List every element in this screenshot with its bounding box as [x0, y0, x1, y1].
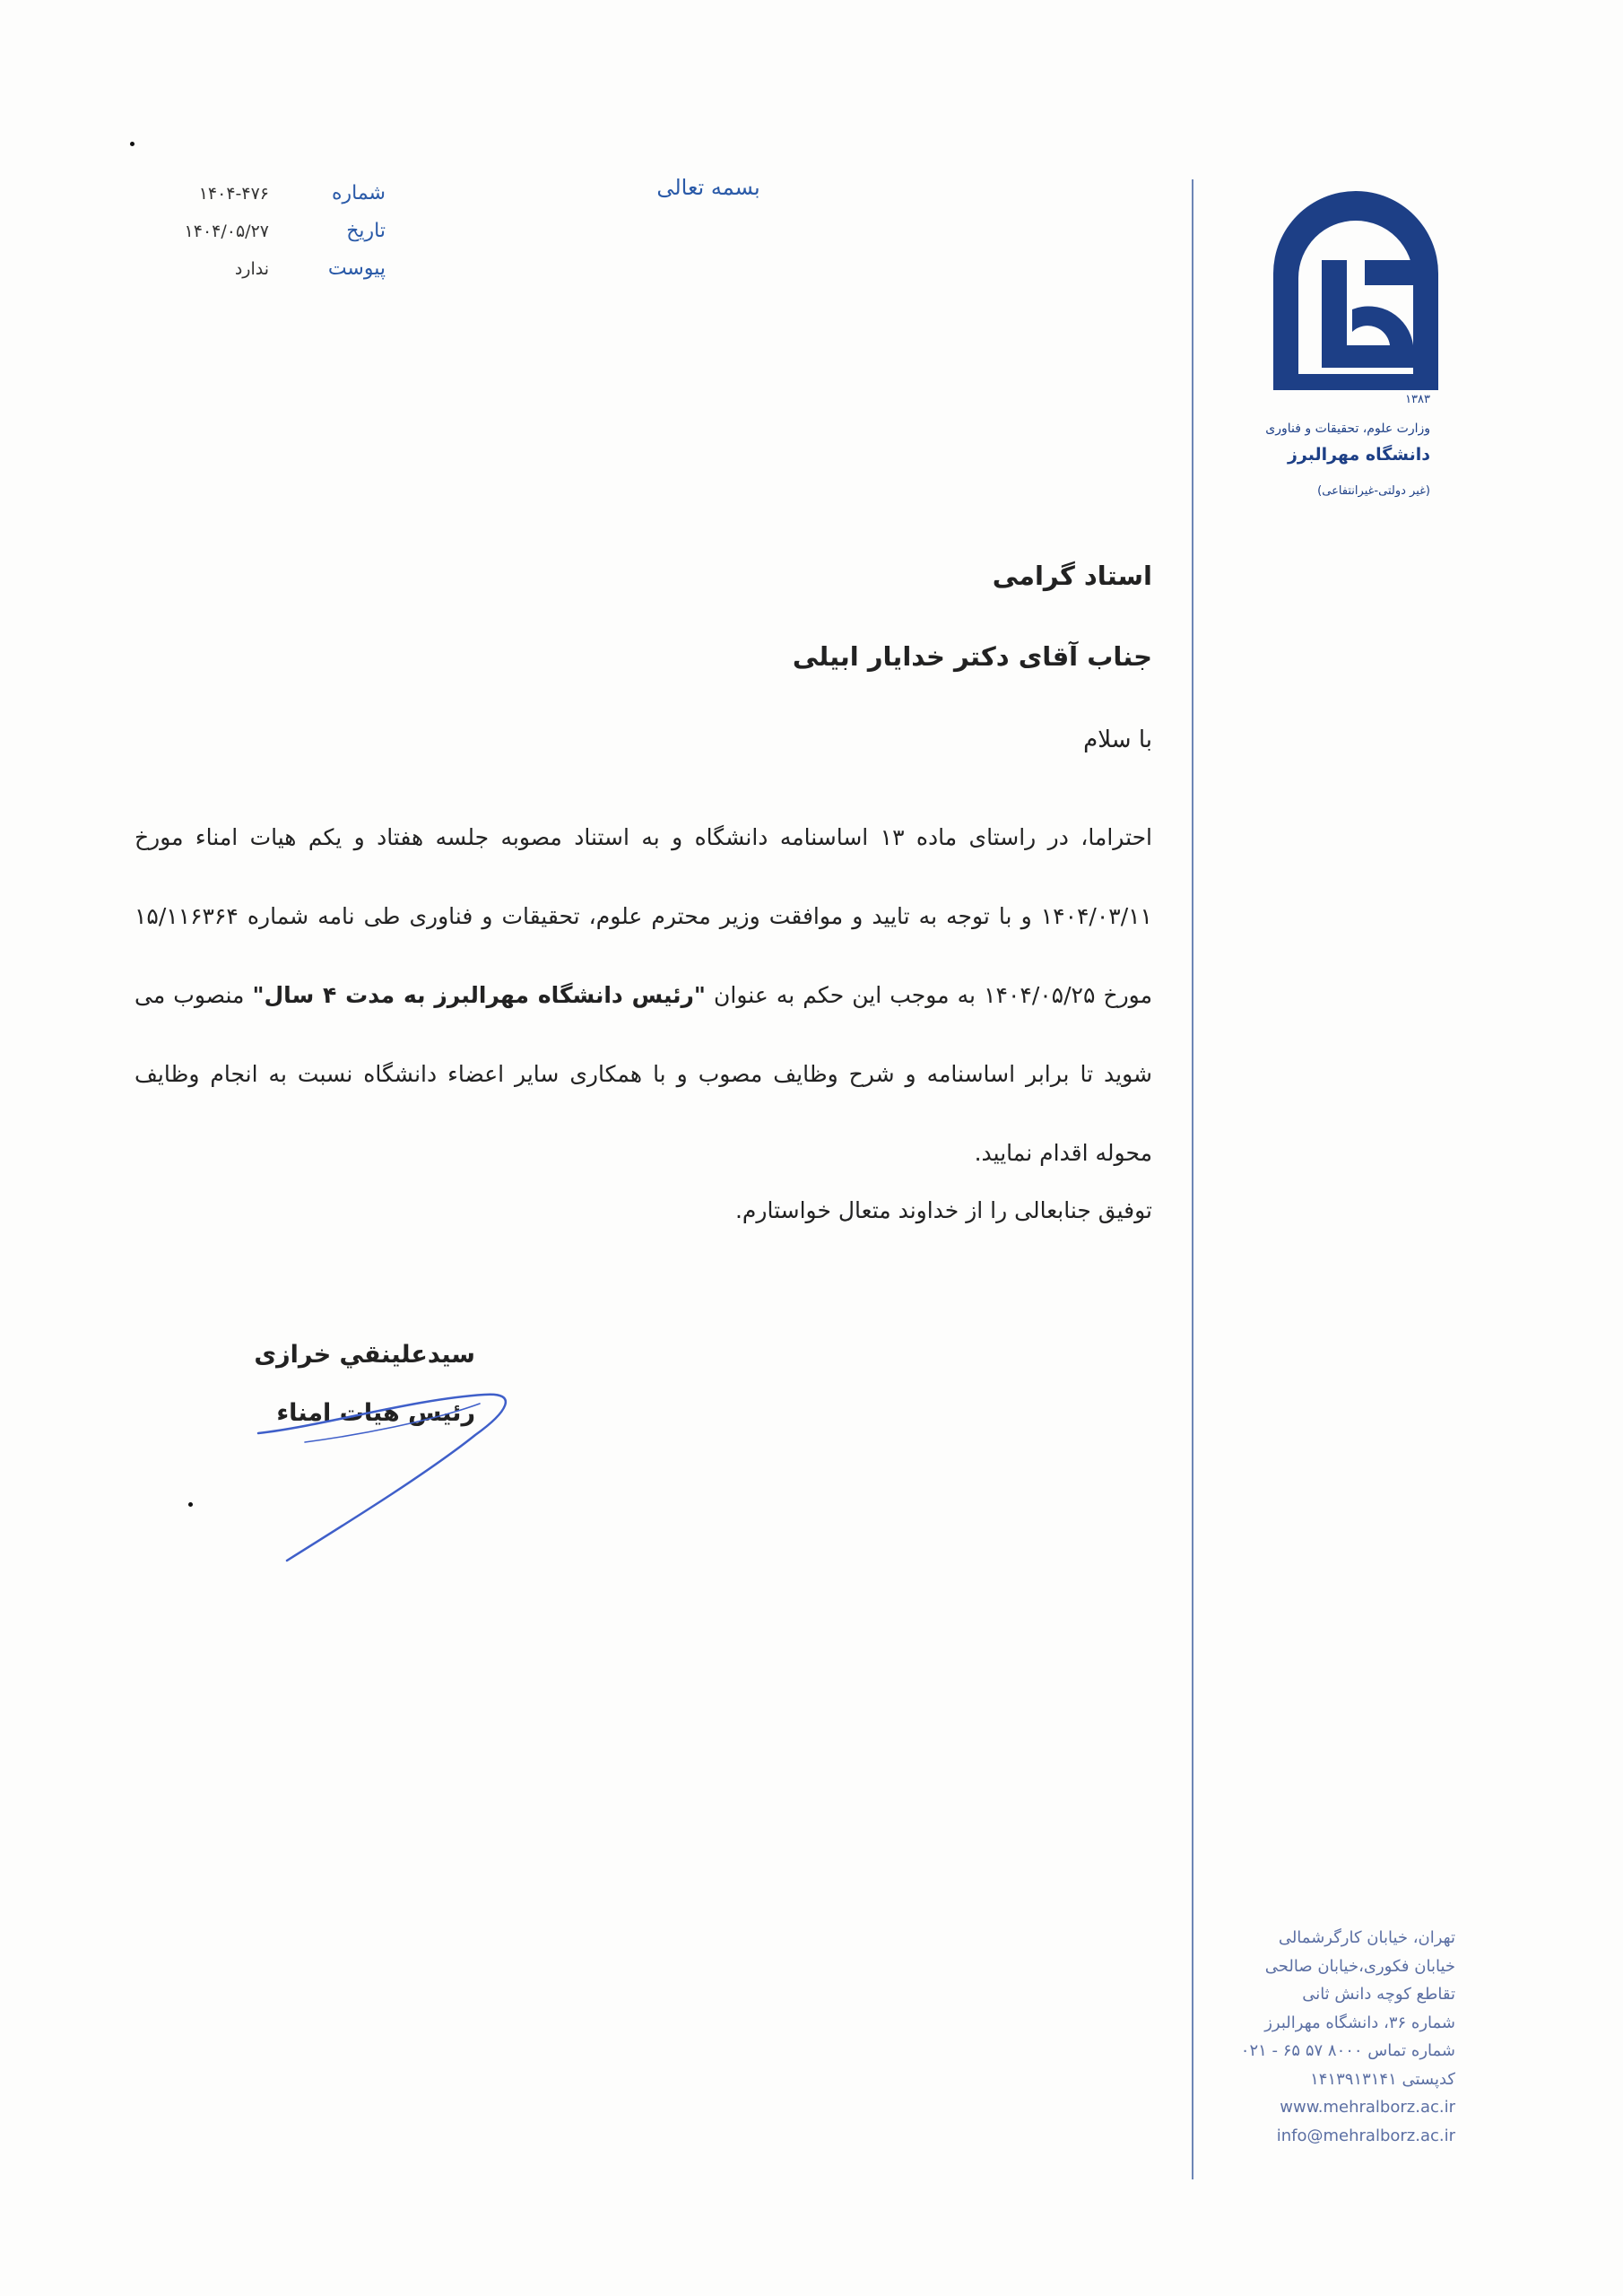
footer-contact	[1206, 1924, 1455, 2150]
recipient: جناب آقای دکتر خدایار ابیلی	[792, 641, 1152, 672]
logo-university-type: (غیر دولتی-غیرانتفاعی)	[1317, 484, 1430, 498]
footer-phone: شماره تماس ۸۰۰۰ ۵۷ ۶۵ - ۰۲۱	[1240, 2041, 1455, 2060]
handwritten-signature-icon	[251, 1372, 511, 1578]
body-emphasis: "رئیس دانشگاه مهرالبرز به مدت ۴ سال"	[252, 982, 706, 1008]
meta-attachment-label: پیوست	[327, 257, 386, 280]
meta-attachment-value: ندارد	[234, 259, 269, 279]
signer-title: رئیس هیات امناء	[276, 1399, 475, 1427]
salutation: استاد گرامی	[992, 561, 1152, 591]
paper-speck	[130, 142, 135, 146]
meta-values	[143, 175, 269, 288]
body-part-2: منصوب می شوید تا برابر اساسنامه و شرح وظایف مصوب و با همکاری سایر اعضاء دانشگاه نسبت به انجام وظایف محوله اقدام نمایید.	[135, 982, 1152, 1166]
meta-date-value: ۱۴۰۴/۰۵/۲۷	[184, 222, 269, 241]
closing-line: توفیق جنابعالی را از خداوند متعال خواستارم.	[734, 1197, 1152, 1223]
paper-speck	[188, 1502, 193, 1507]
footer-website[interactable]: www.mehralborz.ac.ir	[1280, 2098, 1455, 2117]
footer-postal-code: کدپستی ۱۴۱۳۹۱۳۱۴۱	[1310, 2069, 1455, 2089]
greeting: با سلام	[1083, 726, 1152, 753]
basmala: بسمه تعالی	[656, 175, 760, 200]
logo-year: ۱۳۸۳	[1405, 393, 1430, 406]
letter-body	[135, 798, 1152, 1193]
footer-address-line: خیابان فکوری،خیابان صالحی	[1264, 1956, 1455, 1976]
meta-labels	[296, 175, 386, 288]
signer-name: سیدعلینقي خرازی	[254, 1341, 475, 1369]
footer-address-line: تقاطع کوچه دانش ثانی	[1302, 1985, 1455, 2004]
vertical-divider	[1192, 179, 1193, 2179]
meta-number-value: ۱۴۰۴-۴۷۶	[198, 184, 269, 204]
footer-address-line: شماره ۳۶، دانشگاه مهرالبرز	[1264, 2013, 1455, 2032]
logo-ministry: وزارت علوم، تحقیقات و فناوری	[1265, 422, 1430, 436]
body-part-1: احتراما، در راستای ماده ۱۳ اساسنامه دانشگاه و به استناد مصوبه جلسه هفتاد و یکم هیات امناء مورخ ۱۴۰۴/۰۳/۱۱ و با توجه به تایید و موافقت وزیر محترم علوم، تحقیقات و فناوری طی نامه شماره ۱۵/۱۱۶۳۶۴ مورخ ۱۴۰۴/۰۵/۲۵ به موجب این حکم به عنوان	[135, 824, 1153, 1008]
meta-number-label: شماره	[331, 182, 386, 204]
logo-university-name: دانشگاه مهرالبرز	[1287, 445, 1430, 465]
footer-email[interactable]: info@mehralborz.ac.ir	[1276, 2126, 1455, 2145]
meta-date-label: تاریخ	[346, 220, 386, 242]
footer-address-line: تهران، خیابان کارگرشمالی	[1278, 1928, 1455, 1947]
